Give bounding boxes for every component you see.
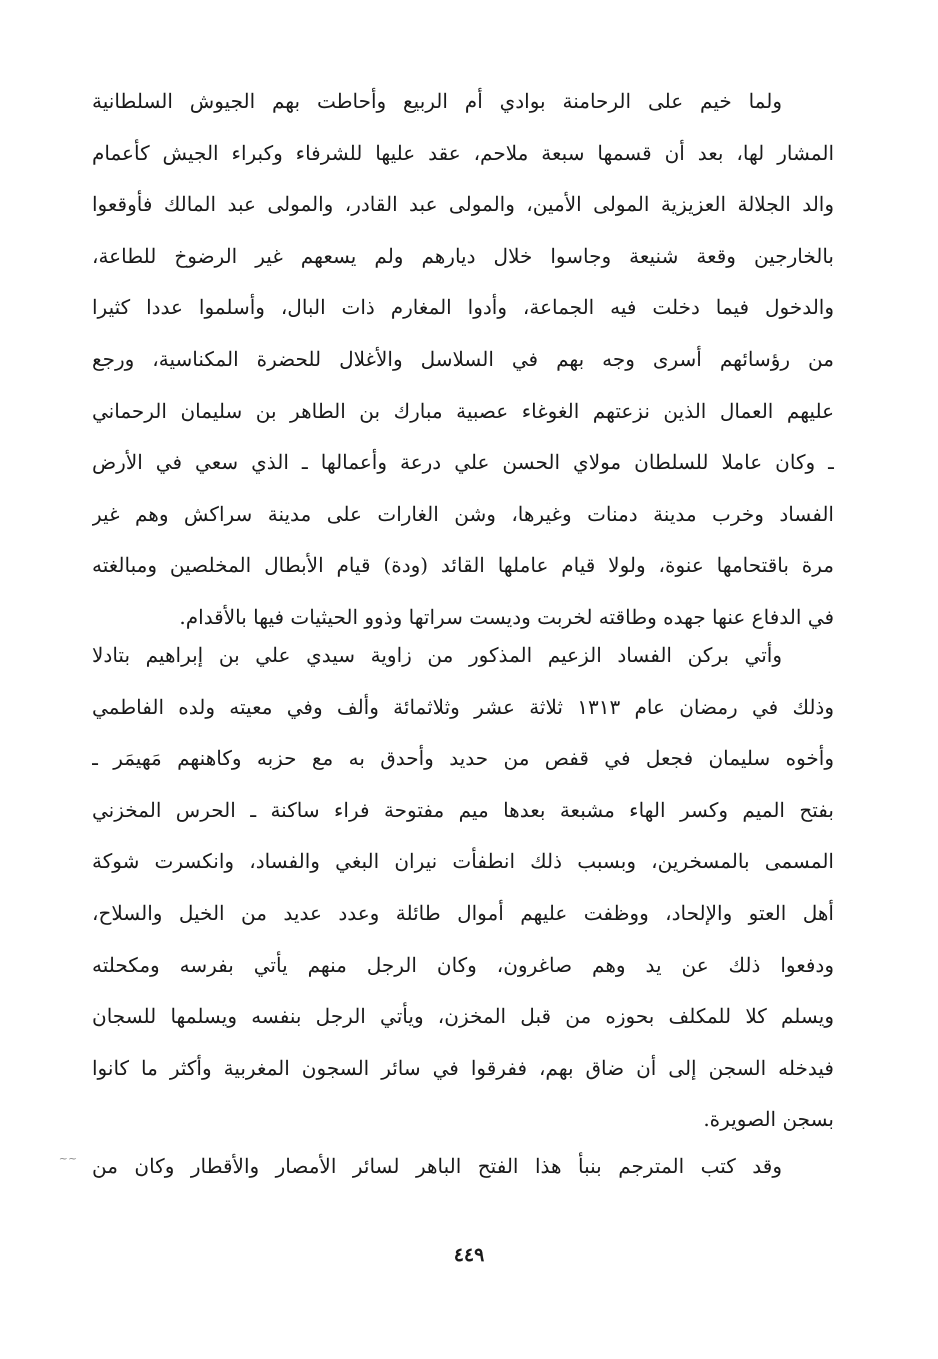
text-line: في الدفاع عنها جهده وطاقته لخربت وديست سراتها وذوو الحيثيات فيها بالأقدام.	[179, 604, 834, 629]
paragraph-3	[92, 1141, 834, 1193]
text-line: فيدخله السجن إلى أن ضاق بهم، ففرقوا في سائر السجون المغربية وأكثر ما كانوا	[92, 1055, 834, 1080]
text-line: من رؤسائهم أسرى وجه بهم في السلاسل والأغلال للحضرة المكناسية، ورجع	[92, 346, 834, 371]
text-line: أهل العتو والإلحاد، ووظفت عليهم أموال طائلة وعدد عديد من الخيل والسلاح،	[92, 900, 834, 925]
text-line: بسجن الصويرة.	[703, 1107, 834, 1132]
text-line: الفساد وخرب مدينة دمنات وغيرها، وشن الغارات على مدينة سراكش وهم غير	[92, 501, 834, 526]
text-line: مرة باقتحامها عنوة، ولولا قيام عاملها القائد (ودة) قيام الأبطال المخلصين ومبالغته	[92, 553, 834, 578]
paragraph-1	[92, 76, 834, 644]
text-line: وذلك في رمضان عام ١٣١٣ ثلاثة عشر وثلاثمائة وألف وفي معيته ولده الفاطمي	[92, 694, 834, 719]
text-line: والدخول فيما دخلت فيه الجماعة، وأدوا المغارم ذات البال، وأسلموا عددا كثيرا	[92, 295, 834, 320]
text-line: ويسلم كلا للمكلف بحوزه من قبل المخزن، ويأتي الرجل بنفسه ويسلمها للسجان	[92, 1004, 834, 1029]
page-number: ٤٤٩	[453, 1244, 485, 1266]
text-line: بفتح الميم وكسر الهاء مشبعة بعدها ميم مفتوحة فراء ساكنة ـ الحرس المخزني	[92, 797, 834, 822]
text-line: وأخوه سليمان فجعل في قفص من حديد وأحدق به مع حزبه وكاهنهم مَهيمَر ـ	[92, 746, 834, 771]
margin-annotation: ~~	[58, 1152, 78, 1165]
text-line: والد الجلالة العزيزية المولى الأمين، والمولى عبد القادر، والمولى عبد المالك فأوقعوا	[92, 192, 834, 217]
paragraph-2	[92, 630, 834, 1146]
text-line: بالخارجين وقعة شنيعة وجاسوا خلال ديارهم ولم يسعهم غير الرضوخ للطاعة،	[92, 243, 834, 268]
text-line: ـ وكان عاملا للسلطان مولاي الحسن علي درعة وأعمالها ـ الذي سعي في الأرض	[92, 450, 834, 475]
text-line: المشار لها، بعد أن قسمها سبعة ملاحم، عقد عليها للشرفاء وكبراء الجيش كأعمام	[92, 140, 834, 165]
text-line: وأتي بركن الفساد الزعيم المذكور من زاوية سيدي علي بن إبراهيم بتادلا	[92, 643, 783, 667]
text-line: ولما خيم على الرحامنة بوادي أم الربيع وأحاطت بهم الجيوش السلطانية	[92, 89, 782, 113]
text-line: عليهم العمال الذين نزعتهم الغوغاء عصبية مبارك بن الطاهر بن سليمان الرحماني	[92, 398, 834, 423]
text-line: ودفعوا ذلك عن يد وهم صاغرون، وكان الرجل منهم يأتي بفرسه ومكحلته	[92, 952, 834, 977]
text-line: المسمى بالمسخرين، وبسبب ذلك انطفأت نيران البغي والفساد، وانكسرت شوكة	[92, 849, 834, 874]
text-line: وقد كتب المترجم بنبأ هذا الفتح الباهر لسائر الأمصار والأقطار وكان من	[92, 1154, 782, 1178]
